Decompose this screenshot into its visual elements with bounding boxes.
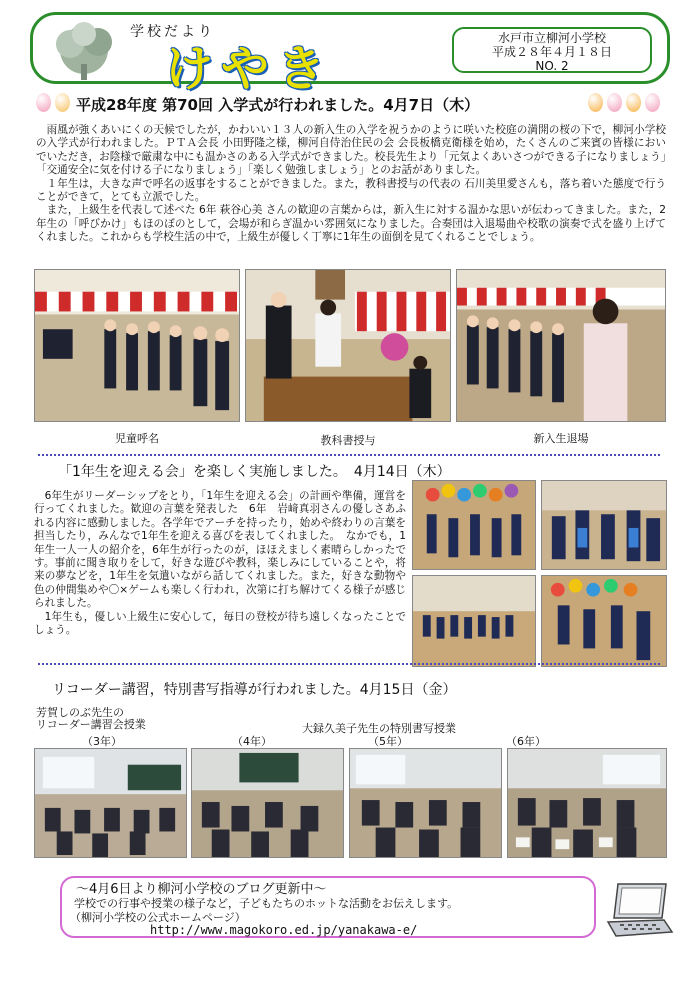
photo-caption: 新入生退場	[533, 432, 589, 445]
issue-number: NO. 2	[535, 59, 569, 73]
photo-textbook-presentation	[245, 269, 451, 422]
photo-introduction	[541, 480, 667, 570]
photo-game-activity	[541, 575, 667, 667]
calligraphy-lesson-label: 大録久美子先生の特別書写授業	[302, 722, 456, 735]
photo-caption: 児童呼名	[115, 432, 159, 445]
photo-gym-assembly	[412, 575, 536, 667]
photo-welcome-arch	[412, 480, 536, 570]
section2-paragraph: 6年生がリーダーシップをとり，「1年生を迎える会」の計画や準備，運営を行ってくれました。歓迎の言葉を発表した 6年 岩﨑真羽さんの優しさあふれる内容に感動しました。各学年でアーチを持ったり，始めや終わりの言葉を担当したり，みんなで1年生を迎える喜びを表してくれました。 なかでも，1年生一人一人の紹介を，6年生が行ったのが，ほほえましく素晴らしかったです。事前に聞き取りをして，好きな遊びや教科，楽しみにしていることや，将来の夢などを，1年生を気遣いながら話してくれました。また，好きな動物や色の仲間集めや〇×ゲームも楽しく行われ，次第に打ち解けてくる様子が感じられました。	[34, 490, 406, 610]
section2-paragraph: 1年生も，優しい上級生に安心して，毎日の登校が待ち遠しくなったことでしょう。	[34, 610, 406, 637]
recorder-lesson-label: 芳賀しのぶ先生の リコーダー講習会授業	[36, 706, 146, 731]
balloons-left-icon	[36, 93, 70, 112]
photo-caption: 教科書授与	[320, 434, 376, 447]
grade-label: （3年）	[82, 735, 122, 748]
blog-description: 学校での行事や授業の様子など，子どもたちのホットな活動をお伝えします。	[74, 897, 459, 910]
photo-new-students-exit	[456, 269, 666, 422]
blog-url-link[interactable]: http://www.magokoro.ed.jp/yanakawa-e/	[150, 923, 418, 937]
section1-paragraph: 雨風が強くあいにくの天候でしたが，かわいい１３人の新入生の入学を祝うかのように咲いた校庭の満開の桜の下で，柳河小学校の入学式が行われました。ＰＴＡ会長 小田野隆之様，柳河自侍治住民の会 会長板橋克衛様を始め，たくさんのご来賓の皆様においでいただき，お陰様で厳粛な中にも温かさのある入学式ができました。校長先生より「元気よくあいさつができる子になりましょう」「交通安全に気を付ける子になりましょう」「楽しく勉強しましょう」とのお話がありました。	[36, 124, 666, 177]
section3-heading: リコーダー講習，特別書写指導が行われました。4月15日（金）	[52, 682, 457, 698]
photo-calligraphy-6th-grade	[507, 748, 667, 858]
section2-body	[34, 490, 406, 637]
photo-roll-call	[34, 269, 240, 422]
photo-recorder-3rd-grade	[34, 748, 187, 858]
blog-homepage-note: （柳河小学校の公式ホームページ）	[70, 911, 246, 924]
section1-heading: 平成28年度 第70回 入学式が行われました。4月7日（木）	[76, 96, 480, 114]
photo-calligraphy-5th-grade	[349, 748, 502, 858]
grade-label: （4年）	[232, 735, 272, 748]
newsletter-title: けやき	[165, 41, 334, 97]
section1-paragraph: １年生は，大きな声で呼名の返事をすることができました。また，教科書授与の代表の 石川美里愛さんも，落ち着いた態度で行うことができて，とても立派でした。	[36, 177, 666, 204]
section2-heading: 「1年生を迎える会」を楽しく実施しました。 4月14日（木）	[58, 464, 451, 480]
school-name: 水戸市立柳河小学校	[497, 31, 606, 45]
newsletter-subtitle: 学校だより	[130, 24, 215, 40]
blog-title: ～4月6日より柳河小学校のブログ更新中～	[76, 882, 327, 897]
issue-date: 平成２８年４月１８日	[491, 45, 612, 59]
balloons-right-icon	[588, 93, 660, 112]
section-divider	[38, 663, 660, 665]
issue-info-box	[452, 27, 652, 73]
tree-illustration-icon	[44, 20, 124, 82]
grade-label: （6年）	[506, 735, 546, 748]
laptop-icon	[604, 880, 674, 942]
photo-recorder-4th-grade	[191, 748, 344, 858]
section1-body	[36, 124, 666, 245]
section-divider	[38, 454, 660, 456]
section1-paragraph: また，上級生を代表して述べた 6年 萩谷心美 さんの歓迎の言葉からは，新入生に対する温かな思いが伝わってきました。また，2年生の「呼びかけ」もほのぼのとして，会場が和らぎ温かい雰囲気になりました。合奏団は入退場曲や校歌の演奏で式を盛り上げてくれました。これからも学校生活の中で，上級生が優しく丁寧に1年生の面倒を見てくれることでしょう。	[36, 204, 666, 244]
grade-label: （5年）	[368, 735, 408, 748]
